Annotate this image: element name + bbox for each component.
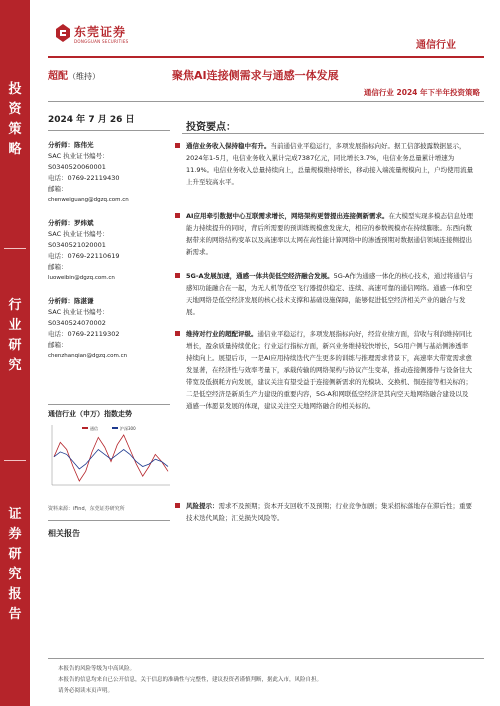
rating-value: 超配	[48, 71, 68, 82]
key-points-rule	[182, 133, 484, 134]
report-date: 2024 年 7 月 26 日	[48, 115, 135, 125]
related-reports-heading: 相关报告	[48, 529, 80, 538]
footer-risk-level: 本报告的风险等级为中高风险。	[58, 666, 136, 672]
rating-label	[48, 67, 100, 82]
key-point-lead: 维持对行业的超配评级。	[186, 330, 258, 338]
key-point-lead: 5G-A发展加速，通感一体共促低空经济融合发展。	[186, 272, 334, 280]
key-point	[186, 140, 474, 188]
footer-read-notice: 请务必阅读末页声明。	[58, 688, 114, 694]
analyst-cert-label: SAC 执业证书编号：	[48, 152, 109, 160]
analyst-cert: S0340520060001	[48, 163, 106, 171]
analyst-email[interactable]: chenzhanqian@dgzq.com.cn	[48, 353, 128, 359]
related-rule	[48, 520, 170, 521]
analyst-cert-label: SAC 执业证书编号：	[48, 230, 109, 238]
title-rule	[48, 101, 484, 102]
header-rule	[48, 56, 484, 58]
analyst-email-label: 邮箱：	[48, 341, 68, 349]
analyst-email-label: 邮箱：	[48, 185, 68, 193]
key-point-body: 通信业平稳运行，多项发展指标向好，经营业绩方面，营收与利润维持同比增长，盈余质量持续优化；行业运行指标方面，新兴业务维持较快增长，5G用户侧与基站侧渗透率持续向上。展望后市，一是AI应用持续迭代产生更多的训练与推理需求背景下，高速率大带宽需求愈发显著，在经济性与效率考量下，承载传输的网络架构与协议产生变革，推动连接侧器件与设备往大带宽及低损耗方向发展，建议关注有望受益于连接侧新需求的光模块、交换机、铜连接等相关标的；二是低空经济是新质生产力建设的重要内容，5G-A和网联低空经济是其向空天地网络融合建设以及通感一体愿景发展的体现，建议关注空天地网络融合的相关标的。	[186, 330, 472, 410]
chart-rule	[48, 404, 170, 405]
analyst-email-label: 邮箱：	[48, 263, 68, 271]
footer-rule	[48, 658, 484, 659]
key-point-body: 在大模型实现多模态信息处理能力持续提升的同时，背后所需要的预训练规模愈发庞大，相应的参数规模亦在持续膨胀。东西向数据带来的网络结构变革以及高速率以太网在高性能计算网络中的渗透预期对数据通信领域连接侧提出新需求。	[186, 212, 473, 256]
analyst-card	[48, 218, 172, 284]
legend-swatch-comm	[82, 427, 88, 429]
key-point-body: 当前通信业平稳运行，多项发展指标向好。据工信部披露数据显示，2024年1-5月，电信业务收入累计完成7387亿元，同比增长3.7%，电信业务总量累计增速为11.9%。电信业务收入总量持续向上，总量规模维持增长，移动接入端流量规模向上，户均使用流量上升至较高水平。	[186, 142, 474, 186]
analyst-email[interactable]: luoweibin@dgzq.com.cn	[48, 275, 115, 281]
analyst-name: 陈伟光	[74, 141, 94, 149]
analyst-cert: S0340524070002	[48, 319, 106, 327]
key-point-lead: AI应用牵引数据中心互联需求增长，网络架构更替提出连接侧新需求。	[186, 212, 389, 220]
logo-mark-icon	[56, 24, 70, 42]
logo-text-cn: 东莞证券	[74, 25, 127, 39]
report-subtitle: 通信行业 2024 年下半年投资策略	[363, 88, 480, 97]
risk-point-body: 需求不及预期；资本开支回收不及预期；行业竞争加剧；集采招标落地存在滞后性；重要技术迭代风险；汇兑损失风险等。	[186, 502, 472, 522]
key-point	[186, 270, 474, 318]
legend-label-hs300: 沪深300	[120, 426, 136, 431]
bullet-square-icon	[175, 331, 180, 336]
analyst-name: 罗炜斌	[74, 219, 94, 227]
analyst-name-line: 分析师：陈湛谦	[48, 297, 94, 305]
report-title: 聚焦AI连接侧需求与通感一体发展	[172, 69, 339, 82]
series-line-hs300	[54, 450, 168, 469]
logo-text-en: DONGGUAN SECURITIES	[74, 39, 129, 44]
analyst-phone: 0769-22110619	[67, 252, 120, 260]
footer-disclaimer: 本报告的信息均来自已公开信息，关于信息的准确性与完整性，建议投资者谨慎判断，据此入市，风险自担。	[58, 677, 323, 683]
analyst-card	[48, 296, 172, 362]
sidebar-block-strategy: 投资策略	[8, 82, 22, 157]
rating-note: （维持）	[68, 72, 100, 81]
sidebar-block-report: 证券研究报告	[8, 507, 22, 622]
bullet-square-icon	[175, 273, 180, 278]
analyst-phone-label: 电话：	[48, 252, 68, 260]
legend-label-comm: 通信	[90, 426, 98, 431]
analyst-cert: S0340521020001	[48, 241, 106, 249]
series-line-comm	[54, 435, 168, 481]
bullet-square-icon	[175, 213, 180, 218]
analyst-card	[48, 140, 172, 206]
analyst-phone-label: 电话：	[48, 174, 68, 182]
key-points-heading: 投资要点：	[186, 122, 236, 133]
risk-point	[186, 500, 474, 524]
bullet-square-icon	[175, 143, 180, 148]
index-trend-chart	[48, 423, 172, 489]
analyst-cert-label: SAC 执业证书编号：	[48, 308, 109, 316]
analyst-name: 陈湛谦	[74, 297, 94, 305]
key-point	[186, 328, 474, 412]
chart-source: 资料来源：iFind，东莞证券研究所	[48, 506, 125, 512]
analyst-email[interactable]: chenweiguang@dgzq.com.cn	[48, 197, 129, 203]
company-logo	[56, 22, 166, 48]
key-point-body: 5G-A作为通感一体化的核心技术，通过将通信与感知功能融合在一起，为无人机等低空飞行器提供稳定、连续、高速可靠的通信网络。通感一体和空天地网络是低空经济发展的核心技术支撑和基础设施保障，能够促进低空经济相关产业的融合与发展。	[186, 272, 473, 316]
analyst-phone-label: 电话：	[48, 330, 68, 338]
sector-label: 通信行业	[416, 40, 456, 51]
risk-point-lead: 风险提示：	[186, 502, 219, 510]
chart-title: 通信行业（申万）指数走势	[48, 410, 132, 418]
date-rule	[48, 130, 170, 131]
analyst-name-line: 分析师：罗炜斌	[48, 219, 94, 227]
sidebar-divider	[4, 460, 26, 461]
analyst-name-line: 分析师：陈伟光	[48, 141, 94, 149]
key-point-lead: 通信业务收入保持稳中有升。	[186, 142, 271, 150]
bullet-square-icon	[175, 503, 180, 508]
analyst-phone: 0769-22119302	[67, 330, 120, 338]
key-point	[186, 210, 474, 258]
sidebar-block-industry: 行业研究	[8, 298, 22, 373]
legend-swatch-hs300	[112, 427, 118, 429]
sidebar-divider	[4, 248, 26, 249]
sidebar-band	[0, 0, 30, 706]
analyst-phone: 0769-22119430	[67, 174, 120, 182]
